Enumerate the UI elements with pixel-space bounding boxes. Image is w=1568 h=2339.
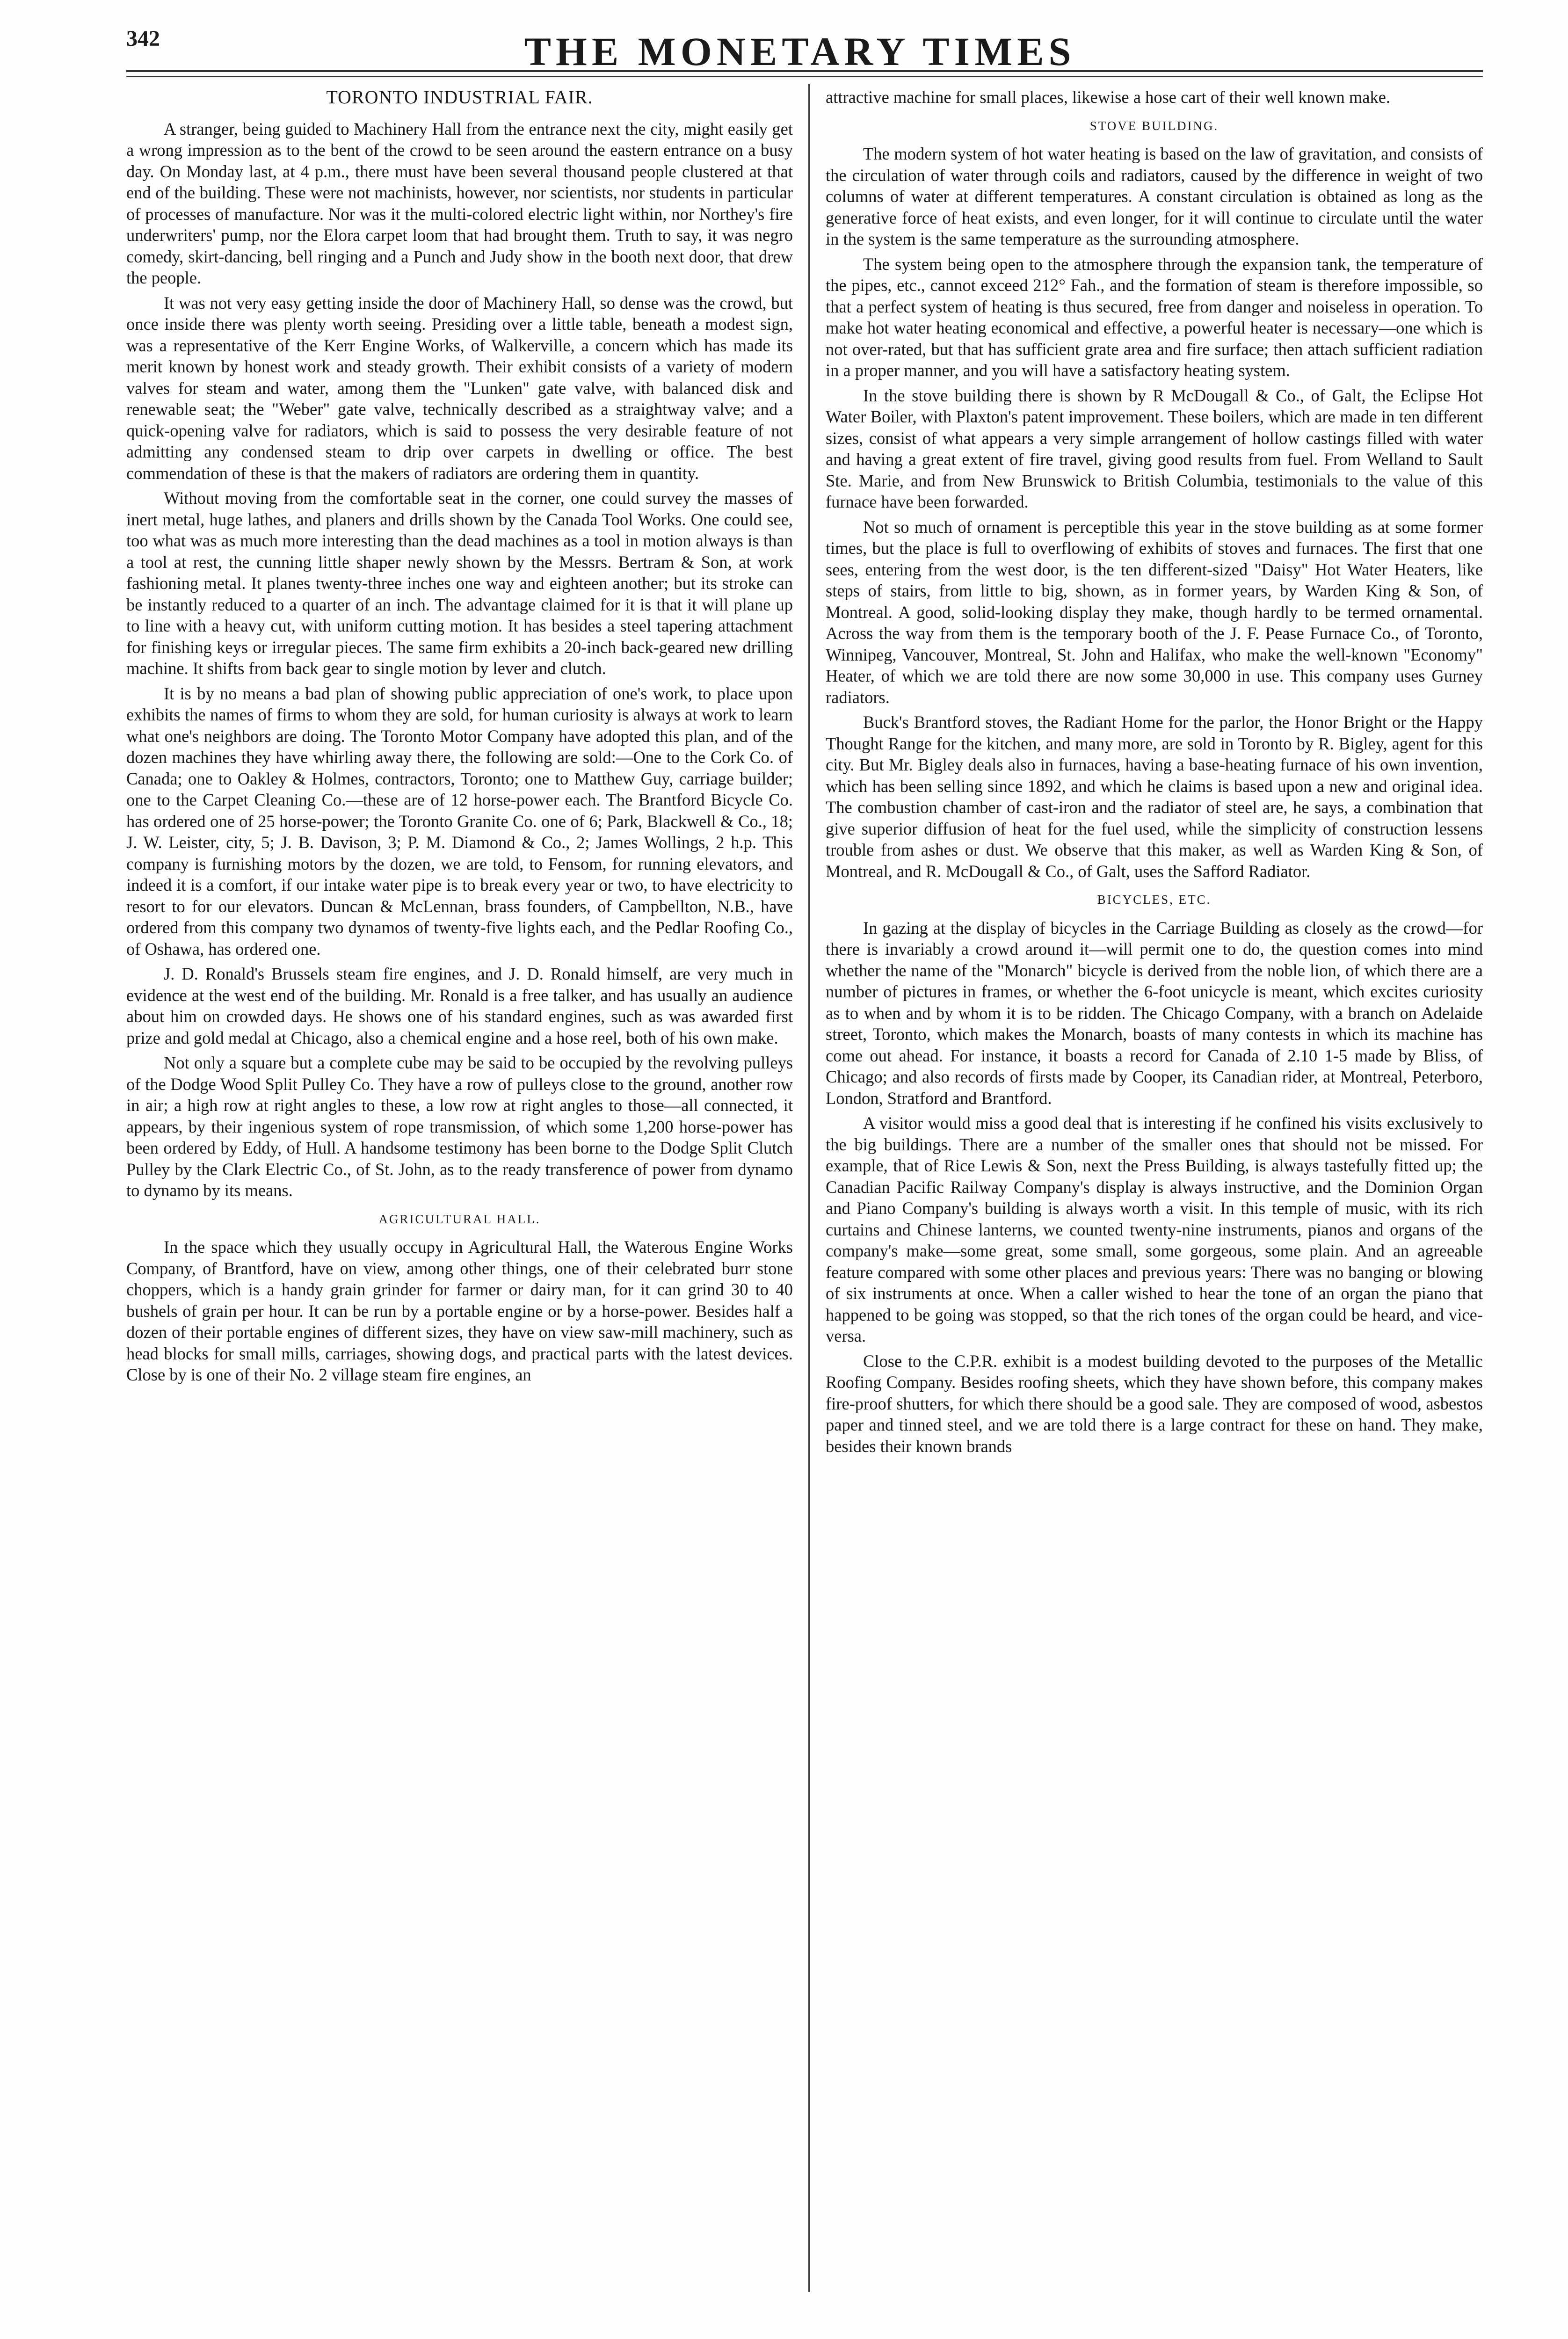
left-column xyxy=(126,87,793,1389)
paper-title: THE MONETARY TIMES xyxy=(524,29,1076,74)
paragraph: The system being open to the atmosphere through the expansion tank, the temperature of the pipes, etc., cannot exceed 212° Fah., and the formation of steam is therefore impossible, so that a perfect system of heating is thus secured, free from danger and noiseless in operation. To make hot water heating economical and effective, a powerful heater is necessary—one which is not over-rated, but that has sufficient grate area and fire surface; then attach sufficient radiation in a proper manner, and you will have a satisfactory heating system. xyxy=(826,254,1483,380)
paragraph: J. D. Ronald's Brussels steam fire engines, and J. D. Ronald himself, are very much in evidence at the west end of the building. Mr. Ronald is a free talker, and has usually an audience about him on crowded days. He shows one of his standard engines, such as was awarded first prize and gold medal at Chicago, also a chemical engine and a hose reel, both of his own make. xyxy=(126,964,793,1047)
paragraph: It was not very easy getting inside the door of Machinery Hall, so dense was the crowd, but once inside there was plenty worth seeing. Presiding over a little table, beneath a modest sign, was a representative of the Kerr Engine Works, of Walkerville, a concern which has made its merit known by honest work and steady growth. Their exhibit consists of a variety of modern valves for steam and water, among them the "Lunken" gate valve, with balanced disk and renewable seat; the "Weber" gate valve, technically described as a straightway valve; and a quick-opening valve for radiators, which is said to possess the very desirable feature of not admitting any condensed steam to drip over carpets in dwelling or office. The best commendation of these is that the makers of radiators are ordering them in quantity. xyxy=(126,293,793,483)
paragraph: Not only a square but a complete cube may be said to be occupied by the revolving pulleys of the Dodge Wood Split Pulley Co. They have a row of pulleys close to the ground, another row in air; a high row at right angles to these, a low row at right angles to those—all connected, it appears, by their ingenious system of rope transmission, of which some 1,200 horse-power has been ordered by Eddy, of Hull. A handsome testimony has been borne to the Dodge Split Clutch Pulley by the Clark Electric Co., of St. John, as to the ready transference of power from dynamo to dynamo by its means. xyxy=(126,1053,793,1200)
paragraph: It is by no means a bad plan of showing public appreciation of one's work, to place upon exhibits the names of firms to whom they are sold, for human curiosity is always at work to learn what one's neighbors are doing. The Toronto Motor Company have adopted this plan, and of the dozen machines they have whirling away there, the following are sold:—One to the Cork Co. of Canada; one to Oakley & Holmes, contractors, Toronto; one to Matthew Guy, carriage builder; one to the Carpet Cleaning Co.—these are of 12 horse-power each. The Brantford Bicycle Co. has ordered one of 25 horse-power; the Toronto Granite Co. one of 6; Park, Blackwell & Co., 18; J. W. Leister, city, 5; J. B. Davison, 3; P. M. Diamond & Co., 2; James Wollings, 2 h.p. This company is furnishing motors by the dozen, we are told, to Fensom, for running elevators, and indeed it is a comfort, if our intake water pipe is to break every year or two, to have electricity to resort to for our elevators. Duncan & McLennan, brass founders, of Campbellton, N.B., have ordered from this company two dynamos of twenty-five lights each, and the Pedlar Roofing Co., of Oshawa, has ordered one. xyxy=(126,683,793,959)
paragraph: Close to the C.P.R. exhibit is a modest building devoted to the purposes of the Metallic Roofing Company. Besides roofing sheets, which they have shown before, this company makes fire-proof shutters, for which there should be a good sale. They are composed of wood, asbestos paper and tinned steel, and we are told there is a large contract for these on hand. They make, besides their known brands xyxy=(826,1351,1483,1456)
paragraph: A stranger, being guided to Machinery Hall from the entrance next the city, might easily get a wrong impression as to the bent of the crowd to be seen around the eastern entrance on a busy day. On Monday last, at 4 p.m., there must have been several thousand people clustered at that end of the building. These were not machinists, however, nor scientists, nor students in particular of processes of manufacture. Nor was it the multi-colored electric light within, nor Northey's fire underwriters' pump, nor the Elora carpet loom that had brought them. Truth to say, it was negro comedy, skirt-dancing, bell ringing and a Punch and Judy show in the booth next door, that drew the people. xyxy=(126,119,793,287)
paragraph: Without moving from the comfortable seat in the corner, one could survey the masses of inert metal, huge lathes, and planers and drills shown by the Canada Tool Works. One could see, too what was as much more interesting than the dead machines as a tool in motion always is than a tool at rest, the cunning little shaper newly shown by the Messrs. Bertram & Son, at work fashioning metal. It planes twenty-three inches one way and eighteen another; but its stroke can be instantly reduced to a quarter of an inch. The advantage claimed for it is that it will plane up to line with a heavy cut, with uniform cutting motion. It has besides a steel tapering attachment for finishing keys or irregular pieces. The same firm exhibits a 20-inch back-geared new drilling machine. It shifts from back gear to single motion by lever and clutch. xyxy=(126,488,793,678)
section-heading-bicycles: BICYCLES, ETC. xyxy=(1097,893,1212,907)
section-heading-stove-building: STOVE BUILDING. xyxy=(1089,118,1219,133)
column-divider xyxy=(808,84,810,2292)
article-title: TORONTO INDUSTRIAL FAIR. xyxy=(326,87,593,108)
masthead xyxy=(122,19,1478,74)
paragraph: In the space which they usually occupy in Agricultural Hall, the Waterous Engine Works Company, of Brantford, have on view, among other things, one of their celebrated burr stone choppers, which is a handy grain grinder for farmer or dairy man, for it can grind 30 to 40 bushels of grain per hour. It can be run by a portable engine or by a horse-power. Besides half a dozen of their portable engines of different sizes, they have on view saw-mill machinery, such as head blocks for small mills, carriages, showing dogs, and practical parts with the latest devices. Close by is one of their No. 2 village steam fire engines, an xyxy=(126,1237,793,1384)
paragraph: In the stove building there is shown by R McDougall & Co., of Galt, the Eclipse Hot Water Boiler, with Plaxton's patent improvement. These boilers, which are made in ten different sizes, consist of what appears a very simple arrangement of hollow castings filled with water and having a great extent of fire travel, giving good results from fuel. From Welland to Sault Ste. Marie, and from New Brunswick to British Columbia, testimonials to the value of this furnace have been forwarded. xyxy=(826,385,1483,511)
header-rule-thin xyxy=(126,76,1483,77)
paragraph: The modern system of hot water heating is based on the law of gravitation, and consists of the circulation of water through coils and radiators, caused by the difference in weight of two columns of water at different temperatures. A constant circulation is obtained as long as the generative force of heat exists, and even longer, for it will continue to circulate until the water in the system is the same temperature as the surrounding atmosphere. xyxy=(826,144,1483,248)
section-heading-agricultural-hall: AGRICULTURAL HALL. xyxy=(378,1212,541,1226)
header-rule xyxy=(126,70,1483,72)
paragraph: Not so much of ornament is perceptible this year in the stove building as at some former times, but the place is full to overflowing of exhibits of stoves and furnaces. The first that one sees, entering from the west door, is the ten different-sized "Daisy" Hot Water Heaters, like steps of stairs, from little to big, shown, as in former years, by Warden King & Son, of Montreal. A good, solid-looking display they make, though hardly to be termed ornamental. Across the way from them is the temporary booth of the J. F. Pease Furnace Co., of Toronto, Winnipeg, Vancouver, Montreal, St. John and Halifax, who make the well-known "Economy" Heater, of which we are told there are now some 30,000 in use. This company uses Gurney radiators. xyxy=(826,517,1483,707)
paragraph: In gazing at the display of bicycles in the Carriage Building as closely as the crowd—for there is invariably a crowd around it—will permit one to do, the question comes into mind whether the name of the "Monarch" bicycle is derived from the noble lion, of which there are a number of pictures in frames, or whether the 6-foot unicycle is meant, which excites curiosity as to when and by whom it is to be ridden. The Chicago Company, with a branch on Adelaide street, Toronto, which makes the Monarch, boasts of many contests in which its machine has come out ahead. For instance, it boasts a record for Canada of 2.10 1-5 made by Bliss, of Chicago; and also records of firsts made by Cooper, its Canadian rider, at Montreal, Peterboro, London, Stratford and Brantford. xyxy=(826,918,1483,1108)
right-column xyxy=(826,87,1483,1460)
paragraph: A visitor would miss a good deal that is interesting if he confined his visits exclusively to the big buildings. There are a number of the smaller ones that should not be missed. For example, that of Rice Lewis & Son, next the Press Building, is always tastefully fitted up; the Canadian Pacific Railway Company's display is always instructive, and the Dominion Organ and Piano Company's building is always worth a visit. In this temple of music, with its rich curtains and Chinese lanterns, we counted twenty-nine instruments, pianos and organs of the company's make—some great, some small, some gorgeous, some plain. And an agreeable feature compared with some other places and previous years: There was no banging or blowing of six instruments at once. When a caller wished to hear the tone of an organ the piano that happened to be going was stopped, so that the rich tones of the organ could be heard, and vice-versa. xyxy=(826,1113,1483,1345)
page-number: 342 xyxy=(126,26,160,51)
paragraph-continuation: attractive machine for small places, likewise a hose cart of their well known make. xyxy=(826,87,1391,107)
paragraph: Buck's Brantford stoves, the Radiant Home for the parlor, the Honor Bright or the Happy Thought Range for the kitchen, and many more, are sold in Toronto by R. Bigley, agent for this city. But Mr. Bigley deals also in furnaces, having a base-heating furnace of his own invention, which has been selling since 1892, and which he claims is based upon a new and original idea. The combustion chamber of cast-iron and the radiator of steel are, he says, a combination that give superior diffusion of heat for the fuel used, while the simplicity of construction lessens trouble from ashes or dust. We observe that this maker, as well as Warden King & Son, of Montreal, and R. McDougall & Co., of Galt, uses the Safford Radiator. xyxy=(826,712,1483,881)
